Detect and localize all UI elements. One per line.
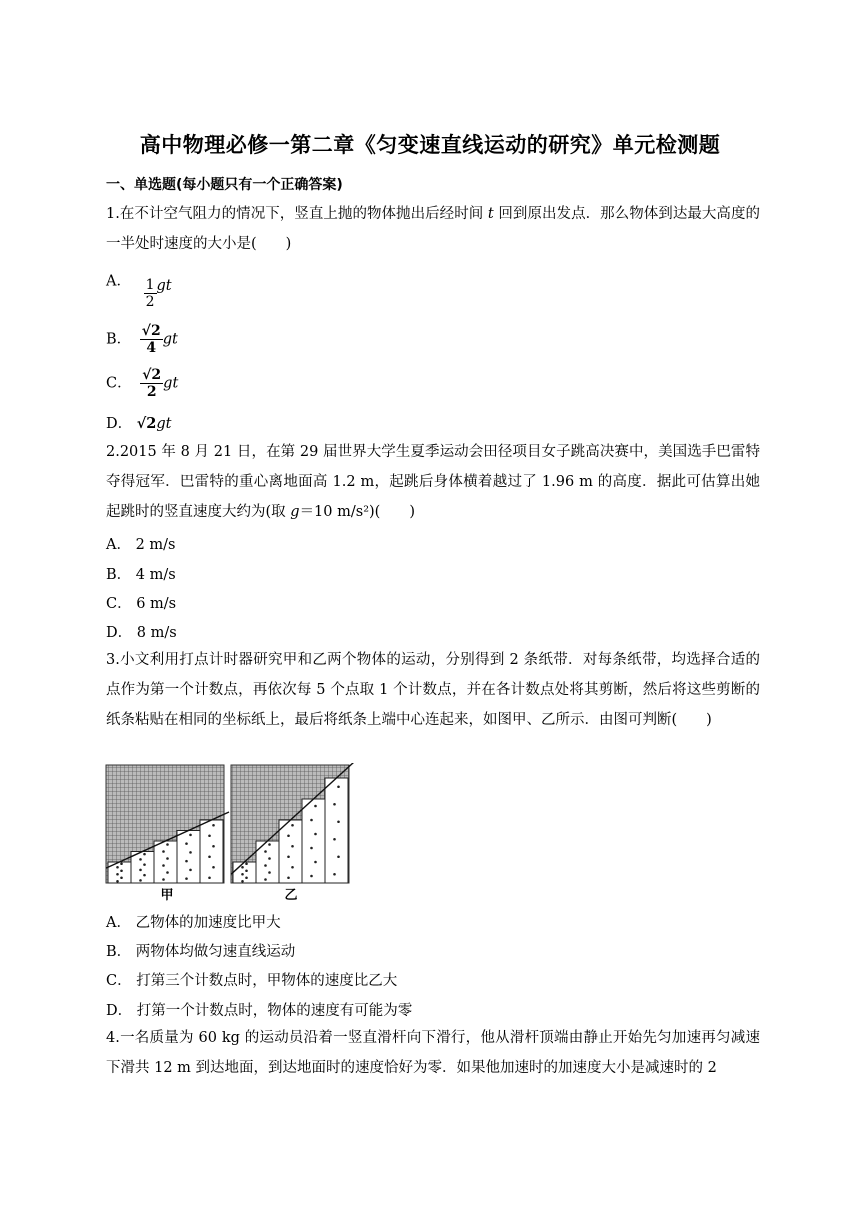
- tape-dot: [291, 866, 294, 869]
- tape-dot: [314, 805, 317, 808]
- option-2c[interactable]: C． 6 m/s: [106, 596, 177, 612]
- tape-dot: [120, 862, 123, 865]
- tape-dot: [241, 880, 244, 883]
- tape-dot: [116, 866, 119, 869]
- tape-strip: [154, 841, 177, 883]
- question-1-text-b: 回到原出发点．那么物体到达最大高度的一半处时速度的大小是( ): [106, 206, 761, 252]
- question-1-text-a: 1.在不计空气阻力的情况下，竖直上抛的物体抛出后经时间: [106, 206, 488, 222]
- tape-dot: [245, 876, 248, 879]
- tape-dot: [189, 834, 192, 837]
- option-expression: gt: [156, 277, 172, 294]
- tape-strip: [177, 831, 200, 884]
- tape-dot: [162, 850, 165, 853]
- option-1c[interactable]: [106, 367, 178, 400]
- option-1b[interactable]: [106, 323, 178, 356]
- question-1-var-t: t: [487, 206, 494, 222]
- panel-left: [106, 765, 229, 883]
- option-3d[interactable]: D． 打第一个计数点时，物体的速度有可能为零: [106, 1003, 413, 1019]
- tape-dot: [268, 843, 271, 846]
- question-3: 3.小文利用打点计时器研究甲和乙两个物体的运动，分别得到 2 条纸带．对每条纸带，均选择合适的点作为第一个计数点，再依次每 5 个点取 1 个计数点，并在各计数点处将其剪断，然后将这些剪断的纸条粘贴在相同的坐标纸上，最后将纸条上端中心连起来，如图甲、乙所示．由图可判断( ): [106, 652, 760, 728]
- tape-dot: [162, 878, 165, 881]
- tape-dot: [116, 873, 119, 876]
- question-2-text-b: ＝10 m/s²)( ): [299, 504, 415, 520]
- tape-strip: [131, 852, 154, 884]
- option-2d[interactable]: D． 8 m/s: [106, 625, 177, 641]
- tape-dot: [212, 845, 215, 848]
- tape-dot: [116, 880, 119, 883]
- tape-dot: [337, 855, 340, 858]
- tape-dot: [264, 864, 267, 867]
- tape-dot: [189, 851, 192, 854]
- tape-dot: [310, 847, 313, 850]
- tape-strip: [256, 841, 279, 883]
- question-2-var-g: g: [290, 504, 300, 520]
- tape-dot: [264, 850, 267, 853]
- option-label: D．: [106, 416, 133, 432]
- tape-dot: [143, 863, 146, 866]
- option-expression: gt: [156, 416, 172, 432]
- tape-dot: [212, 824, 215, 827]
- figure-label-right: 乙: [284, 888, 298, 903]
- page-title: 高中物理必修一第二章《匀变速直线运动的研究》单元检测题: [139, 133, 721, 157]
- tape-dot: [287, 876, 290, 879]
- option-label: B．: [106, 331, 132, 348]
- tape-strip-figure: [104, 763, 354, 903]
- tape-dot: [120, 876, 123, 879]
- tape-dot: [189, 869, 192, 872]
- question-4: 4.一名质量为 60 kg 的运动员沿着一竖直滑杆向下滑行，他从滑杆顶端由静止开始先匀加速再匀减速下滑共 12 m 到达地面，到达地面时的速度恰好为零．如果他加速时的加速度大小是减速时的 2: [106, 1030, 760, 1076]
- option-label: A．: [106, 273, 131, 290]
- tape-dot: [208, 855, 211, 858]
- option-label: C．: [106, 375, 132, 392]
- tape-dot: [139, 879, 142, 882]
- fraction-numerator: 1: [145, 277, 155, 293]
- tape-dot: [333, 873, 336, 876]
- tape-dot: [139, 869, 142, 872]
- option-3a[interactable]: A． 乙物体的加速度比甲大: [106, 915, 281, 931]
- tape-dot: [333, 803, 336, 806]
- option-1a[interactable]: [106, 265, 172, 310]
- tape-dot: [314, 833, 317, 836]
- option-2a[interactable]: A． 2 m/s: [106, 537, 176, 553]
- tape-dot: [185, 842, 188, 845]
- tape-dot: [337, 820, 340, 823]
- tape-dot: [337, 785, 340, 788]
- tape-strip: [200, 820, 223, 883]
- fraction: [140, 323, 163, 356]
- tape-dot: [333, 838, 336, 841]
- fraction-numerator: √2: [141, 323, 161, 339]
- tape-dot: [268, 871, 271, 874]
- fraction: [140, 367, 163, 400]
- tape-dot: [245, 862, 248, 865]
- figure-label-left: 甲: [160, 888, 174, 903]
- tape-dot: [287, 855, 290, 858]
- option-expression: gt: [163, 375, 179, 392]
- tape-dot: [268, 857, 271, 860]
- option-expression: gt: [162, 331, 178, 348]
- tape-strip: [279, 820, 302, 883]
- tape-dot: [208, 876, 211, 879]
- option-3b[interactable]: B． 两物体均做匀速直线运动: [106, 944, 296, 960]
- tape-dot: [291, 845, 294, 848]
- tape-strip: [233, 862, 256, 883]
- question-2-text-a: 2.2015 年 8 月 21 日，在第 29 届世界大学生夏季运动会田径项目女子跳高决赛中，美国选手巴雷特夺得冠军．巴雷特的重心离地面高 1.2 m，起跳后身体横着越过了 1.96 m 的高度．据此可估算出她起跳时的竖直速度大约为(取: [106, 444, 760, 520]
- tape-dot: [212, 866, 215, 869]
- tape-dot: [208, 834, 211, 837]
- sqrt-symbol: √2: [136, 415, 157, 432]
- tape-dot: [241, 866, 244, 869]
- panel-right: [231, 763, 354, 883]
- tape-dot: [166, 871, 169, 874]
- tape-dot: [241, 873, 244, 876]
- tape-dot: [245, 869, 248, 872]
- fraction-denominator: 4: [146, 340, 157, 356]
- tape-dot: [291, 824, 294, 827]
- tape-dot: [162, 864, 165, 867]
- fraction-denominator: 2: [146, 384, 157, 400]
- option-1d[interactable]: [106, 412, 171, 433]
- tape-dot: [139, 858, 142, 861]
- tape-dot: [120, 869, 123, 872]
- fraction: [144, 277, 157, 310]
- option-3c[interactable]: C． 打第三个计数点时，甲物体的速度比乙大: [106, 973, 398, 989]
- fraction-numerator: √2: [142, 367, 162, 383]
- tape-dot: [310, 819, 313, 822]
- fraction-denominator: 2: [145, 294, 155, 310]
- tape-dot: [287, 834, 290, 837]
- question-1: [106, 199, 760, 259]
- tape-dot: [185, 860, 188, 863]
- tape-dot: [310, 875, 313, 878]
- tape-strip: [325, 778, 348, 883]
- option-2b[interactable]: B． 4 m/s: [106, 567, 176, 583]
- tape-dot: [166, 843, 169, 846]
- tape-dot: [264, 878, 267, 881]
- tape-dot: [143, 853, 146, 856]
- tape-strip: [302, 799, 325, 883]
- tape-dot: [314, 861, 317, 864]
- tape-dot: [185, 877, 188, 880]
- question-2: [106, 437, 760, 527]
- tape-dot: [143, 874, 146, 877]
- section-heading: 一、单选题(每小题只有一个正确答案): [106, 177, 343, 193]
- tape-dot: [166, 857, 169, 860]
